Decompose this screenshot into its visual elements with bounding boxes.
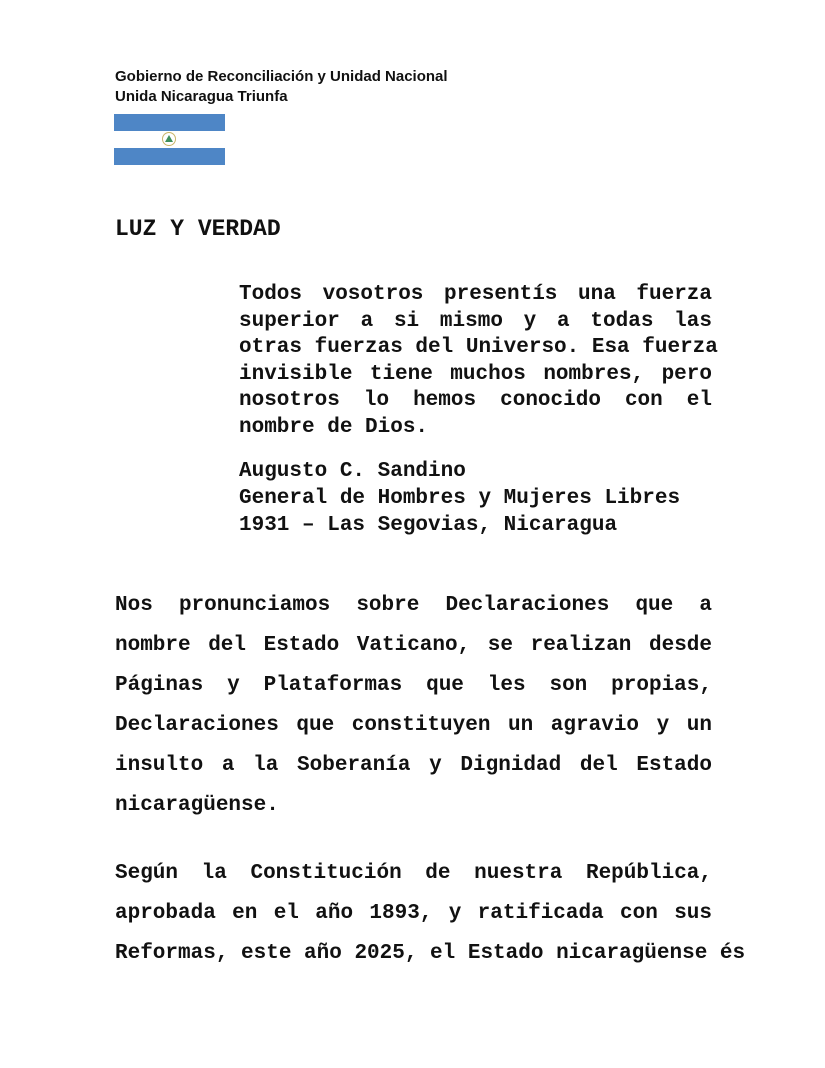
paragraph-line: Reformas, este año 2025, el Estado nicaragüense és bbox=[115, 942, 746, 965]
paragraph-line: nicaragüense. bbox=[115, 794, 279, 817]
paragraph-line: Nos pronunciamos sobre Declaraciones que a bbox=[115, 594, 712, 617]
paragraph-line: Páginas y Plataformas que les son propias, bbox=[115, 674, 712, 697]
paragraph-line: insulto a la Soberanía y Dignidad del Estado bbox=[115, 754, 712, 777]
nicaragua-flag bbox=[114, 114, 225, 165]
document-title: LUZ Y VERDAD bbox=[115, 216, 281, 242]
quote-attribution-line: Augusto C. Sandino bbox=[239, 460, 466, 483]
header-government: Gobierno de Reconciliación y Unidad Nacional bbox=[115, 68, 448, 85]
paragraph-line: Según la Constitución de nuestra República, bbox=[115, 862, 712, 885]
quote-line: Todos vosotros presentís una fuerza bbox=[239, 283, 712, 306]
quote-line: invisible tiene muchos nombres, pero bbox=[239, 362, 712, 386]
quote-attribution-line: General de Hombres y Mujeres Libres bbox=[239, 487, 681, 510]
quote-line: nosotros lo hemos conocido con el bbox=[239, 389, 712, 413]
quote-line: superior a si mismo y a todas las bbox=[239, 309, 712, 333]
coat-of-arms-icon bbox=[162, 132, 176, 146]
header-slogan: Unida Nicaragua Triunfa bbox=[115, 88, 288, 105]
paragraph-line: Declaraciones que constituyen un agravio y un bbox=[115, 714, 712, 737]
paragraph-line: nombre del Estado Vaticano, se realizan desde bbox=[115, 634, 712, 657]
quote-line: nombre de Dios. bbox=[239, 416, 429, 439]
quote-line: otras fuerzas del Universo. Esa fuerza bbox=[239, 336, 718, 360]
quote-attribution-line: 1931 – Las Segovias, Nicaragua bbox=[239, 514, 618, 537]
paragraph-line: aprobada en el año 1893, y ratificada con sus bbox=[115, 902, 712, 925]
